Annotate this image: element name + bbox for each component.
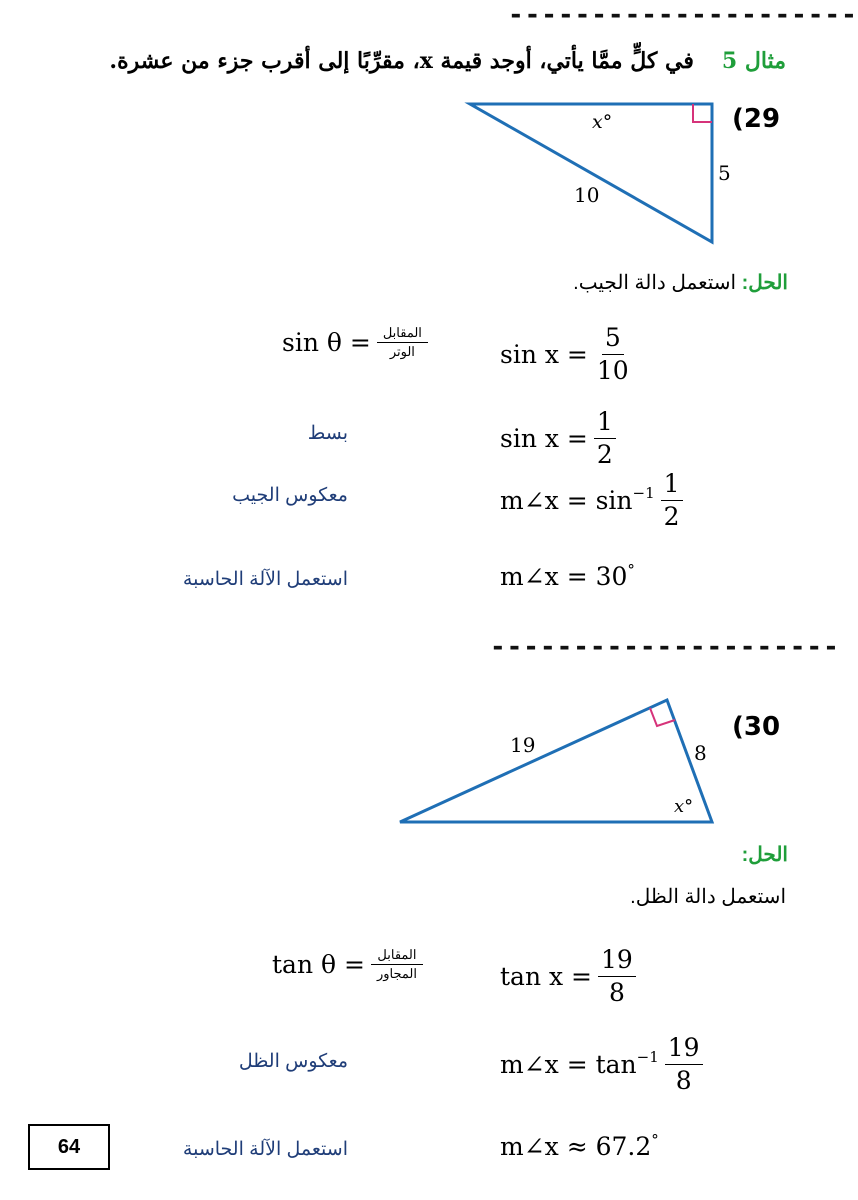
step-29-2-den: 2 [596,439,613,469]
step-30-2-den: 8 [675,1065,692,1095]
definition-numerator-30: المقابل [371,948,422,965]
triangle-30 [400,700,712,822]
definition-denominator-29: الوتر [389,344,415,360]
step-29-1-den: 10 [596,355,629,385]
problem-29-number: (29 [732,104,781,134]
note-29-2: بسط [307,423,348,444]
step-30-1-num: 19 [598,946,636,977]
step-29-2-lhs: sin x = [500,423,588,453]
example-heading [6,48,786,74]
example-instruction: في كلٍّ ممَّا يأتي، أوجد قيمة x، مقرِّبًا إلى أقرب جزء من عشرة. [109,48,694,74]
step-30-1 [500,946,636,1006]
top-separator: --------------------- [508,0,858,30]
note-29-4: استعمل الآلة الحاسبة [182,569,348,590]
step-29-3-sup: −1 [632,484,655,502]
step-30-2-num: 19 [665,1034,703,1065]
middle-separator: --------------------- [490,632,840,662]
side-opposite-29: 5 [718,161,731,185]
triangle-29 [470,104,712,242]
solution-text-30: استعمل دالة الظل. [630,886,786,908]
problem-30-number: (30 [732,712,781,742]
page-number: 64 [28,1124,110,1170]
step-29-2 [500,408,616,468]
step-29-3-num: 1 [661,470,683,501]
triangle-30-diagram [392,692,722,832]
step-30-1-den: 8 [608,977,625,1007]
solution-29 [573,270,788,295]
side-hypotenuse-29: 10 [574,183,600,207]
step-30-3-lhs: m∠x ≈ 67.2 [500,1132,652,1161]
right-angle-mark-29 [693,104,712,122]
side-adjacent-30: 8 [694,741,707,765]
step-29-3-lhs: m∠x = sin [500,485,633,515]
step-29-4-lhs: m∠x = 30 [500,562,628,591]
step-29-3 [500,470,683,530]
step-30-3 [500,1132,659,1161]
example-label: مثال 5 [721,48,786,74]
triangle-29-diagram [440,92,750,252]
definition-denominator-30: المجاور [376,966,417,982]
side-hypotenuse-30: 19 [510,733,536,757]
note-30-3: استعمل الآلة الحاسبة [182,1139,348,1160]
solution-label-29: الحل: [741,272,788,294]
angle-label-30: x° [674,796,694,817]
solution-text-29: استعمل دالة الجيب. [573,272,737,294]
step-30-1-lhs: tan x = [500,961,592,991]
step-29-1 [500,324,632,384]
step-30-2-sup: −1 [636,1048,659,1066]
step-29-1-num: 5 [602,324,624,355]
angle-label-29: x° [592,111,613,133]
definition-func-29: sin θ = [282,328,371,358]
note-30-2: معكوس الظل [238,1051,348,1072]
step-30-3-sup: ° [651,1130,659,1149]
step-30-2-lhs: m∠x = tan [500,1049,637,1079]
sine-definition [282,326,428,360]
solution-label-30: الحل: [741,844,788,866]
step-29-4-sup: ° [627,560,635,579]
step-30-2 [500,1034,703,1094]
note-29-3: معكوس الجيب [232,485,348,506]
step-29-2-num: 1 [594,408,616,439]
definition-func-30: tan θ = [272,950,365,980]
tangent-definition [272,948,423,982]
definition-numerator-29: المقابل [377,326,428,343]
step-29-3-den: 2 [663,501,680,531]
step-29-4 [500,562,635,591]
step-29-1-lhs: sin x = [500,339,588,369]
